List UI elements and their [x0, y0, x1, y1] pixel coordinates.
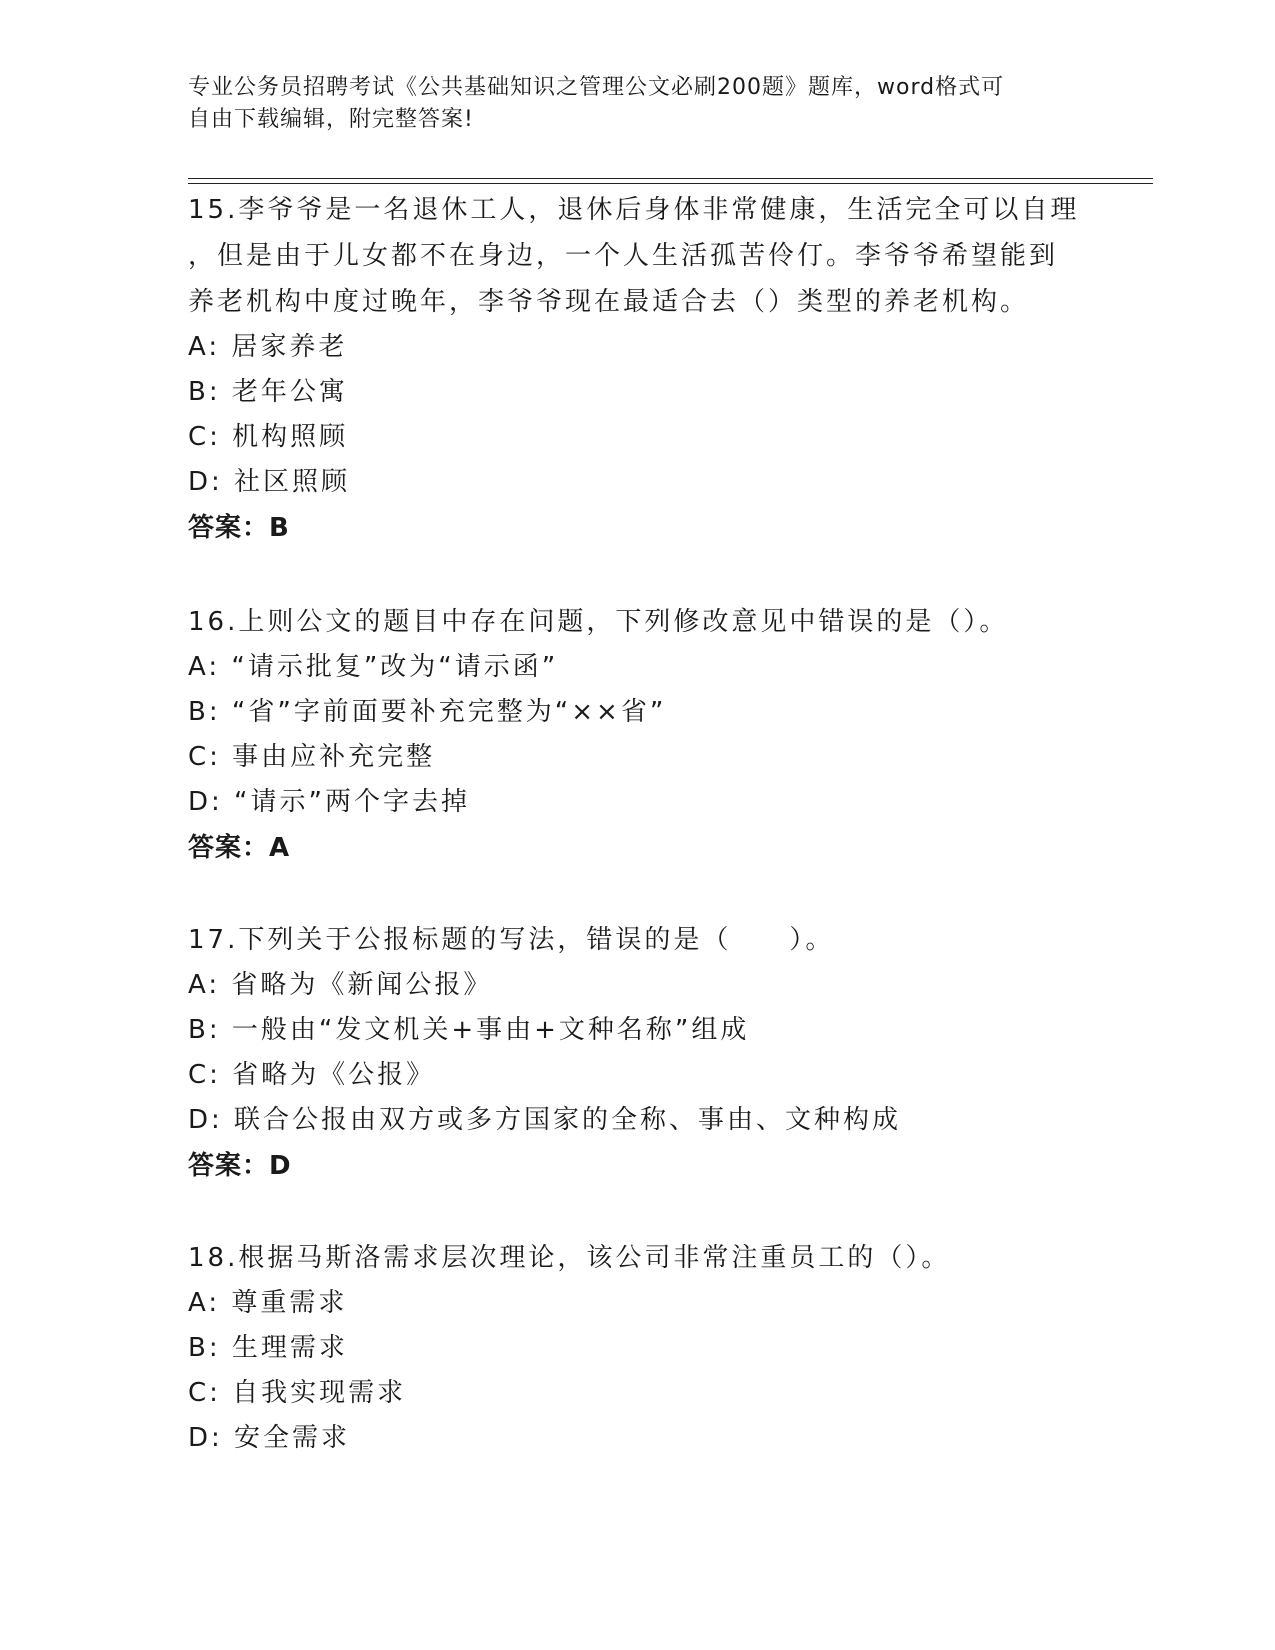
option-a: A: 省略为《新闻公报》	[188, 970, 493, 1000]
option-c: C: 省略为《公报》	[188, 1060, 436, 1090]
option-b: B: 一般由“发文机关+事由+文种名称”组成	[188, 1015, 750, 1045]
question-stem-line: 17.下列关于公报标题的写法，错误的是（ ）。	[188, 925, 835, 955]
header-line-1: 专业公务员招聘考试《公共基础知识之管理公文必刷200题》题库，word格式可	[188, 75, 1005, 100]
option-d: D: “请示”两个字去掉	[188, 787, 470, 817]
answer-line: 答案：B	[188, 513, 290, 543]
question-16	[188, 599, 1088, 871]
option-b: B: 老年公寓	[188, 377, 348, 407]
question-stem-line: ，但是由于儿女都不在身边，一个人生活孤苦伶仃。李爷爷希望能到	[188, 241, 1059, 271]
question-stem-line: 18.根据马斯洛需求层次理论，该公司非常注重员工的（）。	[188, 1243, 951, 1273]
question-15	[188, 187, 1088, 551]
option-a: A: 居家养老	[188, 332, 348, 362]
option-b: B: “省”字前面要补充完整为“××省”	[188, 697, 667, 727]
answer-line: 答案：D	[188, 1151, 292, 1181]
question-18	[188, 1235, 1088, 1461]
option-d: D: 安全需求	[188, 1423, 351, 1453]
option-c: C: 自我实现需求	[188, 1378, 407, 1408]
option-c: C: 机构照顾	[188, 422, 349, 452]
option-a: A: “请示批复”改为“请示函”	[188, 652, 559, 682]
question-stem-line: 养老机构中度过晚年，李爷爷现在最适合去（）类型的养老机构。	[188, 287, 1030, 317]
option-b: B: 生理需求	[188, 1333, 348, 1363]
header-divider	[188, 178, 1153, 184]
answer-line: 答案：A	[188, 833, 291, 863]
question-stem-line: 16.上则公文的题目中存在问题，下列修改意见中错误的是（）。	[188, 607, 1009, 637]
document-header	[188, 72, 1078, 136]
question-stem-line: 15.李爷爷是一名退休工人，退休后身体非常健康，生活完全可以自理	[188, 195, 1080, 225]
option-a: A: 尊重需求	[188, 1288, 348, 1318]
option-d: D: 社区照顾	[188, 467, 351, 497]
option-d: D: 联合公报由双方或多方国家的全称、事由、文种构成	[188, 1105, 902, 1135]
header-line-2: 自由下载编辑，附完整答案!	[188, 107, 474, 132]
option-c: C: 事由应补充完整	[188, 742, 436, 772]
question-17	[188, 917, 1088, 1189]
